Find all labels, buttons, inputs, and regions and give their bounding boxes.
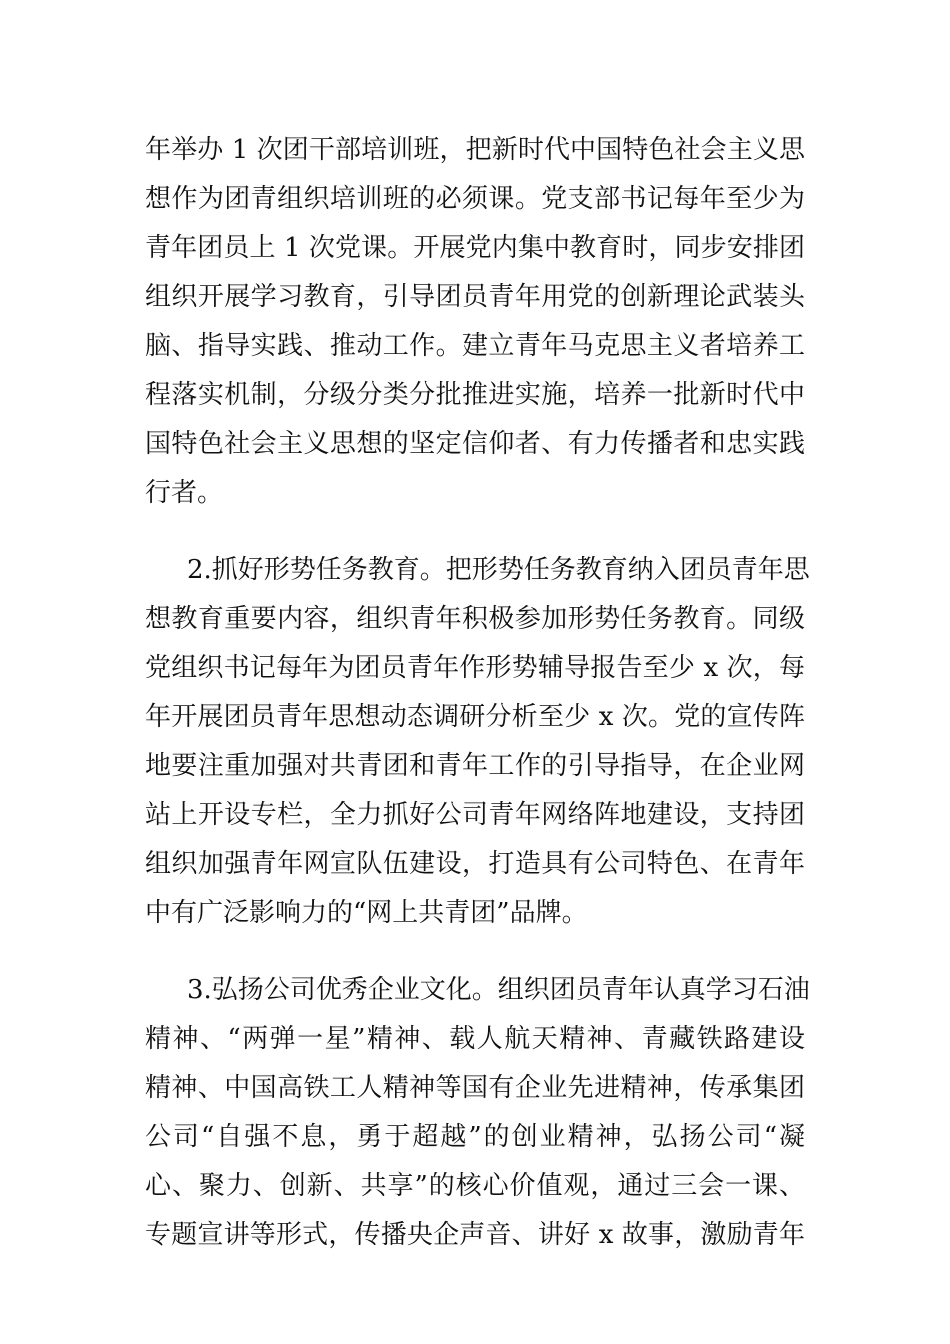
text-line: 站上开设专栏，全力抓好公司青年网络阵地建设，支持团 (145, 800, 805, 830)
text-line: 程落实机制，分级分类分批推进实施，培养一批新时代中 (145, 380, 805, 410)
text-line: 国特色社会主义思想的坚定信仰者、有力传播者和忠实践 (145, 429, 805, 459)
text-line: 3.弘扬公司优秀企业文化。组织团员青年认真学习石油 (187, 975, 810, 1005)
text-line: 地要注重加强对共青团和青年工作的引导指导，在企业网 (145, 751, 805, 781)
text-line: 精神、中国高铁工人精神等国有企业先进精神，传承集团 (145, 1073, 805, 1103)
paragraph-1 (145, 126, 805, 518)
text-line: 公司“自强不息，勇于超越”的创业精神，弘扬公司“凝 (145, 1122, 805, 1152)
text-line: 行者。 (145, 478, 224, 508)
paragraph-3 (145, 966, 810, 1260)
text-line: 年开展团员青年思想动态调研分析至少 x 次。党的宣传阵 (145, 702, 805, 732)
text-line: 2.抓好形势任务教育。把形势任务教育纳入团员青年思 (187, 555, 810, 585)
text-line: 组织开展学习教育，引导团员青年用党的创新理论武装头 (145, 282, 805, 312)
text-line: 专题宣讲等形式，传播央企声音、讲好 x 故事，激励青年 (145, 1220, 805, 1250)
text-line: 组织加强青年网宣队伍建设，打造具有公司特色、在青年 (145, 849, 805, 879)
text-line: 想作为团青组织培训班的必须课。党支部书记每年至少为 (145, 184, 805, 214)
document-body (145, 126, 810, 1260)
text-line: 中有广泛影响力的“网上共青团”品牌。 (145, 898, 588, 928)
text-line: 心、聚力、创新、共享”的核心价值观，通过三会一课、 (145, 1171, 805, 1201)
text-line: 年举办 1 次团干部培训班，把新时代中国特色社会主义思 (145, 135, 805, 165)
paragraph-2 (145, 546, 810, 938)
text-line: 党组织书记每年为团员青年作形势辅导报告至少 x 次，每 (145, 653, 805, 683)
text-line: 脑、指导实践、推动工作。建立青年马克思主义者培养工 (145, 331, 805, 361)
text-line: 精神、“两弹一星”精神、载人航天精神、青藏铁路建设 (145, 1024, 805, 1054)
text-line: 想教育重要内容，组织青年积极参加形势任务教育。同级 (145, 604, 805, 634)
text-line: 青年团员上 1 次党课。开展党内集中教育时，同步安排团 (145, 233, 805, 263)
